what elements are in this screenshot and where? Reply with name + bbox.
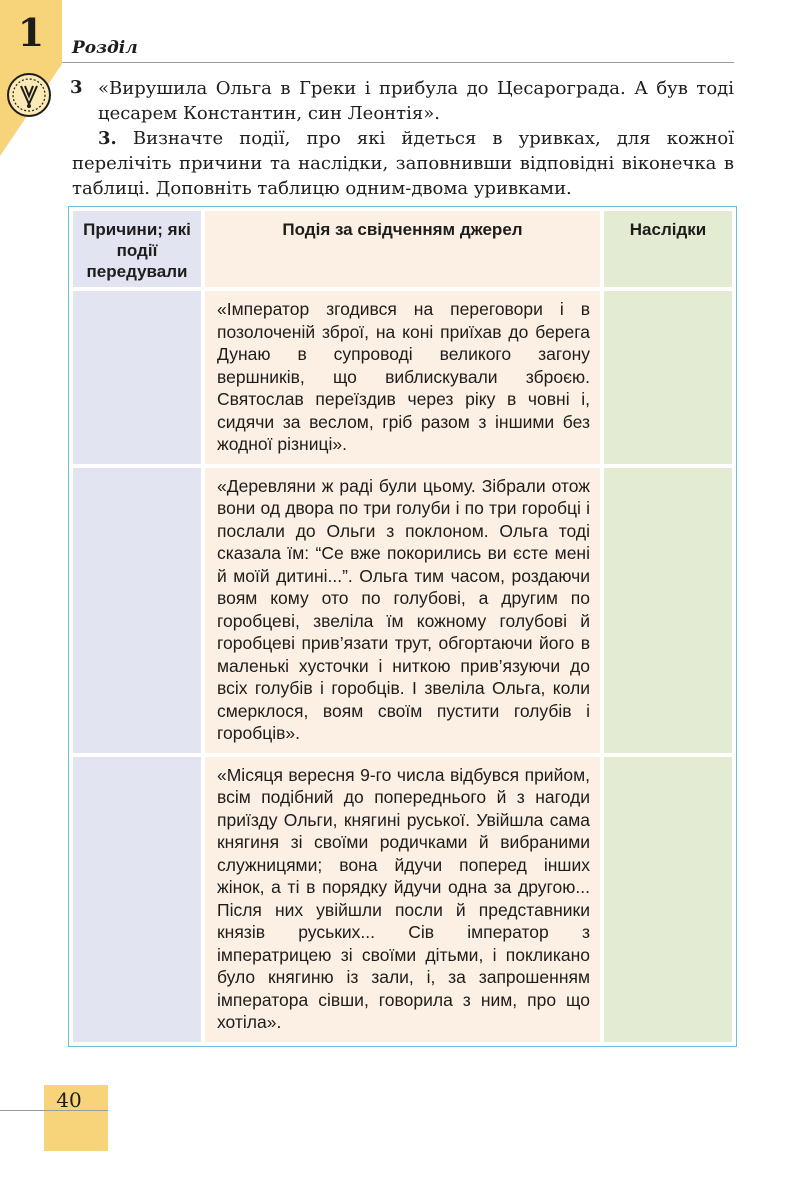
chapter-number: 1: [17, 10, 45, 55]
causes-cell[interactable]: [73, 757, 201, 1042]
quote-number: 3: [70, 77, 83, 98]
page-number: 40: [56, 1088, 82, 1112]
event-cell: [205, 291, 600, 464]
task-paragraph: [72, 126, 734, 201]
quote-text: «Вирушила Ольга в Греки і прибула до Цесарограда. А був тоді цесарем Константин, син Леонтія».: [98, 78, 734, 124]
table-row: [73, 757, 732, 1042]
header-divider: [62, 62, 734, 63]
event-text: «Імператор згодився на переговори і в позолоченій зброї, на коні приїхав до берега Дунаю в супроводі великого загону вершників, що виблискували зброєю. Святослав переїздив через ріку в човні і, сидячи за веслом, гріб разом з іншими без жодної різниці».: [217, 299, 590, 454]
task-text: Визначте події, про які йдеться в уривках, для кожної перелічіть причини та наслідки, заповнивши відповідні віконечка в таблиці. Доповніть таблицю одним-двома уривками.: [72, 128, 734, 199]
task-number: 3.: [98, 128, 117, 149]
consequences-cell[interactable]: [604, 757, 732, 1042]
consequences-cell[interactable]: [604, 468, 732, 753]
event-cell: [205, 468, 600, 753]
table-row: [73, 468, 732, 753]
section-label: Розділ: [72, 38, 138, 58]
table-row: [73, 291, 732, 464]
event-text: «Деревляни ж раді були цьому. Зібрали отож вони од двора по три голуби і по три горобці і послали до Ольги з поклоном. Ольга тоді сказала їм: “Се вже покорились ви єсте мені й моїй дитині...”. Ольга тим часом, роздаючи воям кому ото по голубові, а другим по горобцеві, звеліла їм кожному голубові й горобцеві прив’язати трут, обгортаючи його в маленькі хусточки і ниткою прив’язуючи до всіх голубів і горобців. І звеліла Ольга, коли смерклося, воям своїм пустити голубів і горобців».: [217, 475, 590, 743]
causes-cell[interactable]: [73, 468, 201, 753]
header-causes: Причини; які події передували: [73, 211, 201, 287]
coin-icon: [6, 72, 52, 118]
header-event: Подія за свідченням джерел: [205, 211, 600, 287]
event-text: «Місяця вересня 9-го числа відбувся прийом, всім подібний до попереднього й з нагоди приїзду Ольги, княгині руської. Увійшла сама княгиня зі своїми родичками й вибраними служницями; вона йдучи поперед інших жінок, а ті в порядку йдучи одна за другою... Після них увійшли посли й представники князів руських... Сів імператор з імператрицею зі своїми дітьми, і покликано було княгиню із зали, і, за запрошенням імператора сівши, говорила з ним, про що хотіла».: [217, 764, 590, 1032]
table-header-row: [73, 211, 732, 287]
consequences-cell[interactable]: [604, 291, 732, 464]
events-table: [68, 206, 737, 1047]
event-cell: [205, 757, 600, 1042]
header-consequences: Наслідки: [604, 211, 732, 287]
causes-cell[interactable]: [73, 291, 201, 464]
